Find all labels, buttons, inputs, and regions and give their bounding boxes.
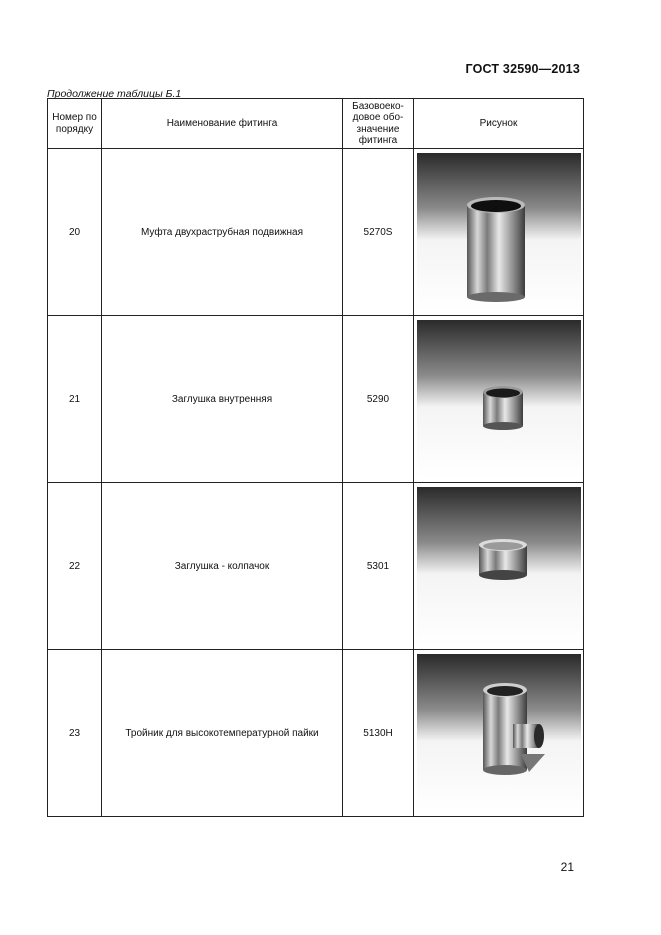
cap-photo	[417, 487, 581, 645]
column-header-number: Номер по порядку	[48, 99, 102, 149]
table-caption: Продолжение таблицы Б.1	[47, 88, 182, 100]
sleeve-coupling-photo	[417, 153, 581, 311]
fitting-code: 5270S	[343, 149, 414, 316]
tee-photo	[417, 654, 581, 812]
table-header-row	[48, 99, 584, 149]
fitting-name: Заглушка внутренняя	[102, 316, 343, 483]
row-number: 23	[48, 650, 102, 817]
fitting-picture-cell	[414, 149, 584, 316]
fitting-name: Муфта двухраструбная подвижная	[102, 149, 343, 316]
fitting-picture-cell	[414, 316, 584, 483]
fittings-table	[47, 98, 584, 817]
row-number: 22	[48, 483, 102, 650]
row-number: 21	[48, 316, 102, 483]
page-number: 21	[560, 860, 574, 874]
table-row	[48, 149, 584, 316]
row-number: 20	[48, 149, 102, 316]
fitting-code: 5130H	[343, 650, 414, 817]
column-header-name: Наименование фитинга	[102, 99, 343, 149]
column-header-code: Базовоеко-довое обо-значение фитинга	[343, 99, 414, 149]
fitting-code: 5301	[343, 483, 414, 650]
internal-plug-photo	[417, 320, 581, 478]
column-header-picture: Рисунок	[414, 99, 584, 149]
fitting-code: 5290	[343, 316, 414, 483]
table-row	[48, 483, 584, 650]
fitting-name: Тройник для высокотемпературной пайки	[102, 650, 343, 817]
fitting-picture-cell	[414, 650, 584, 817]
fitting-picture-cell	[414, 483, 584, 650]
standard-designation: ГОСТ 32590—2013	[465, 62, 580, 76]
table-row	[48, 316, 584, 483]
table-row	[48, 650, 584, 817]
fitting-name: Заглушка - колпачок	[102, 483, 343, 650]
